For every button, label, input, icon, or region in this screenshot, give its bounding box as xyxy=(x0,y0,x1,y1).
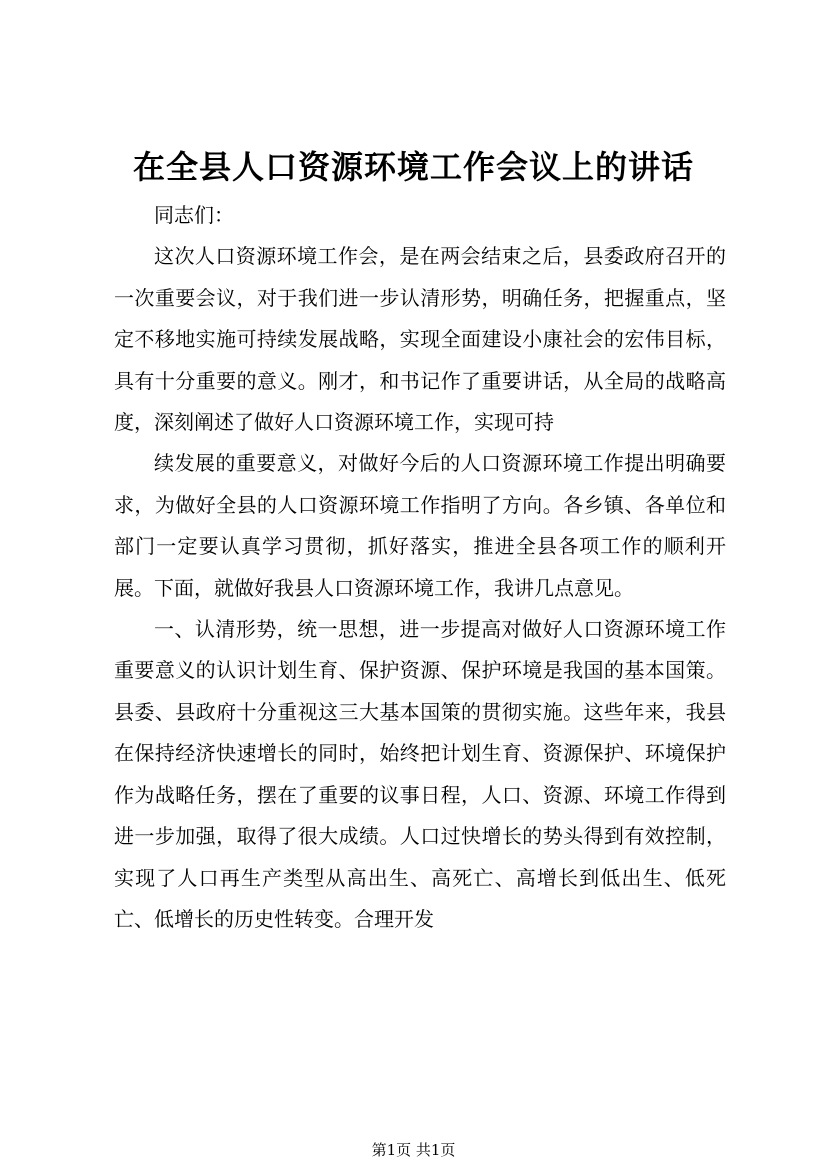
paragraph-3: 一、认清形势，统一思想，进一步提高对做好人口资源环境工作重要意义的认识计划生育、保护资源、保护环境是我国的基本国策。县委、县政府十分重视这三大基本国策的贯彻实施。这些年来，我县在保持经济快速增长的同时，始终把计划生育、资源保护、环境保护作为战略任务，摆在了重要的议事日程，人口、资源、环境工作得到进一步加强，取得了很大成绩。人口过快增长的势头得到有效控制，实现了人口再生产类型从高出生、高死亡、高增长到低出生、低死亡、低增长的历史性转变。合理开发 xyxy=(114,617,726,931)
paragraph-1: 这次人口资源环境工作会，是在两会结束之后，县委政府召开的一次重要会议，对于我们进一步认清形势，明确任务，把握重点，坚定不移地实施可持续发展战略，实现全面建设小康社会的宏伟目标，具有十分重要的意义。刚才，和书记作了重要讲话，从全局的战略高度，深刻阐述了做好人口资源环境工作，实现可持 xyxy=(114,244,726,435)
page-footer: 第1页 共1页 xyxy=(371,1141,456,1159)
document-title: 在全县人口资源环境工作会议上的讲话 xyxy=(132,148,694,186)
document-body xyxy=(114,195,726,940)
paragraph-2: 续发展的重要意义，对做好今后的人口资源环境工作提出明确要求，为做好全县的人口资源环境工作指明了方向。各乡镇、各单位和部门一定要认真学习贯彻，抓好落实，推进全县各项工作的顺利开展。下面，就做好我县人口资源环境工作，我讲几点意见。 xyxy=(114,451,726,600)
salutation: 同志们： xyxy=(154,203,234,227)
